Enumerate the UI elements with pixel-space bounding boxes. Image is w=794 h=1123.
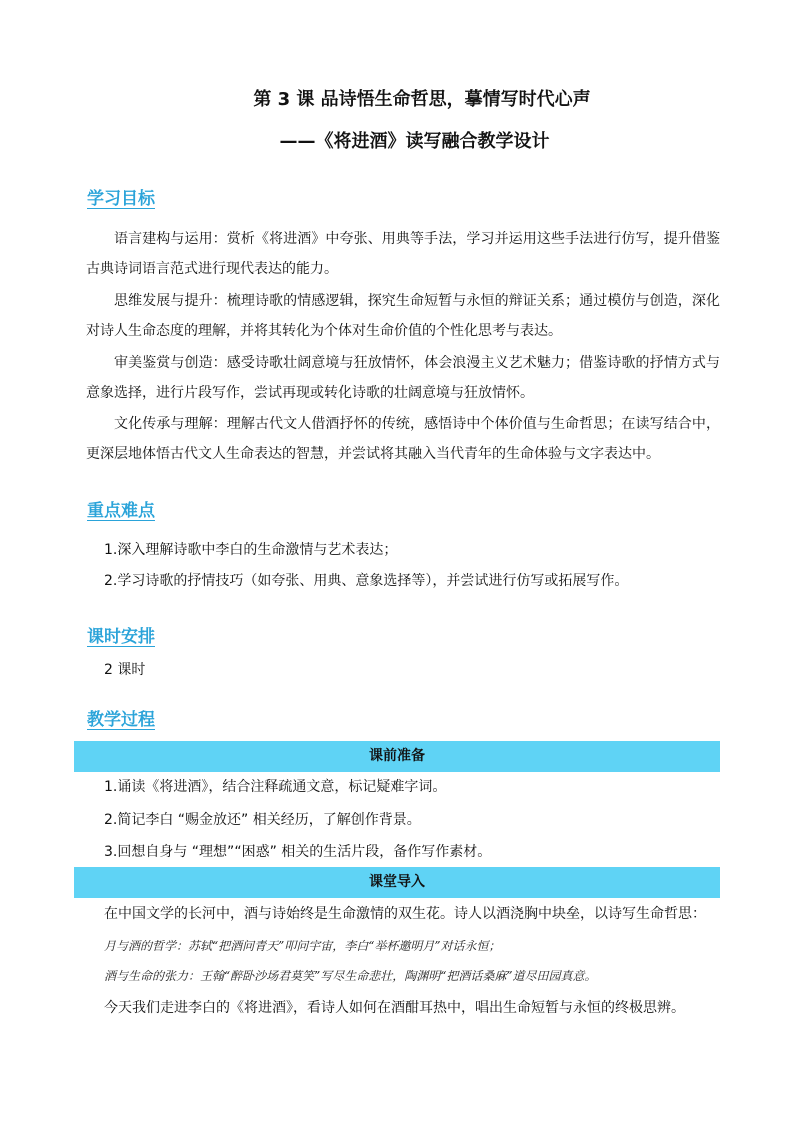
intro-quote-line: 月与酒的哲学：苏轼“把酒问青天”叩问宇宙，李白“举杯邀明月”对话永恒； bbox=[104, 939, 501, 953]
prep-banner: 课前准备 bbox=[74, 741, 720, 772]
objective-paragraph: 语言建构与运用：赏析《将进酒》中夸张、用典等手法，学习并运用这些手法进行仿写，提升借鉴古典诗词语言范式进行现代表达的能力。 bbox=[86, 231, 720, 277]
section-heading-objectives: 学习目标 bbox=[87, 189, 155, 209]
key-point-item: 1.深入理解诗歌中李白的生命激情与艺术表达； bbox=[104, 542, 398, 558]
page-title: 第 3 课 品诗悟生命哲思，摹情写时代心声 bbox=[253, 89, 591, 110]
intro-banner: 课堂导入 bbox=[74, 867, 720, 898]
prep-item: 3.回想自身与 “理想”“困惑” 相关的生活片段，备作写作素材。 bbox=[104, 844, 492, 860]
section-heading-key-points: 重点难点 bbox=[87, 501, 155, 521]
objective-paragraph: 文化传承与理解：理解古代文人借酒抒怀的传统，感悟诗中个体价值与生命哲思；在读写结合中，更深层地体悟古代文人生命表达的智慧，并尝试将其融入当代青年的生命体验与文字表达中。 bbox=[86, 416, 720, 462]
intro-lead: 在中国文学的长河中，酒与诗始终是生命激情的双生花。诗人以酒浇胸中块垒，以诗写生命哲思： bbox=[104, 906, 706, 922]
schedule-value: 2 课时 bbox=[104, 662, 146, 678]
page-subtitle: ——《将进酒》读写融合教学设计 bbox=[279, 131, 550, 152]
section-heading-schedule: 课时安排 bbox=[87, 627, 155, 647]
prep-item: 1.诵读《将进酒》，结合注释疏通文意，标记疑难字词。 bbox=[104, 779, 447, 795]
section-heading-process: 教学过程 bbox=[87, 710, 155, 730]
objective-paragraph: 审美鉴赏与创造：感受诗歌壮阔意境与狂放情怀，体会浪漫主义艺术魅力；借鉴诗歌的抒情方式与意象选择，进行片段写作，尝试再现或转化诗歌的壮阔意境与狂放情怀。 bbox=[86, 355, 720, 401]
key-point-item: 2.学习诗歌的抒情技巧（如夸张、用典、意象选择等），并尝试进行仿写或拓展写作。 bbox=[104, 573, 629, 589]
intro-closing: 今天我们走进李白的《将进酒》，看诗人如何在酒酣耳热中，唱出生命短暂与永恒的终极思辨。 bbox=[104, 1000, 685, 1016]
prep-item: 2.简记李白 “赐金放还” 相关经历，了解创作背景。 bbox=[104, 812, 421, 828]
intro-quote-line: 酒与生命的张力：王翰“醉卧沙场君莫笑”写尽生命悲壮，陶渊明“把酒话桑麻”道尽田园真意。 bbox=[104, 969, 597, 983]
objective-paragraph: 思维发展与提升：梳理诗歌的情感逻辑，探究生命短暂与永恒的辩证关系；通过模仿与创造，深化对诗人生命态度的理解，并将其转化为个体对生命价值的个性化思考与表达。 bbox=[86, 293, 720, 339]
